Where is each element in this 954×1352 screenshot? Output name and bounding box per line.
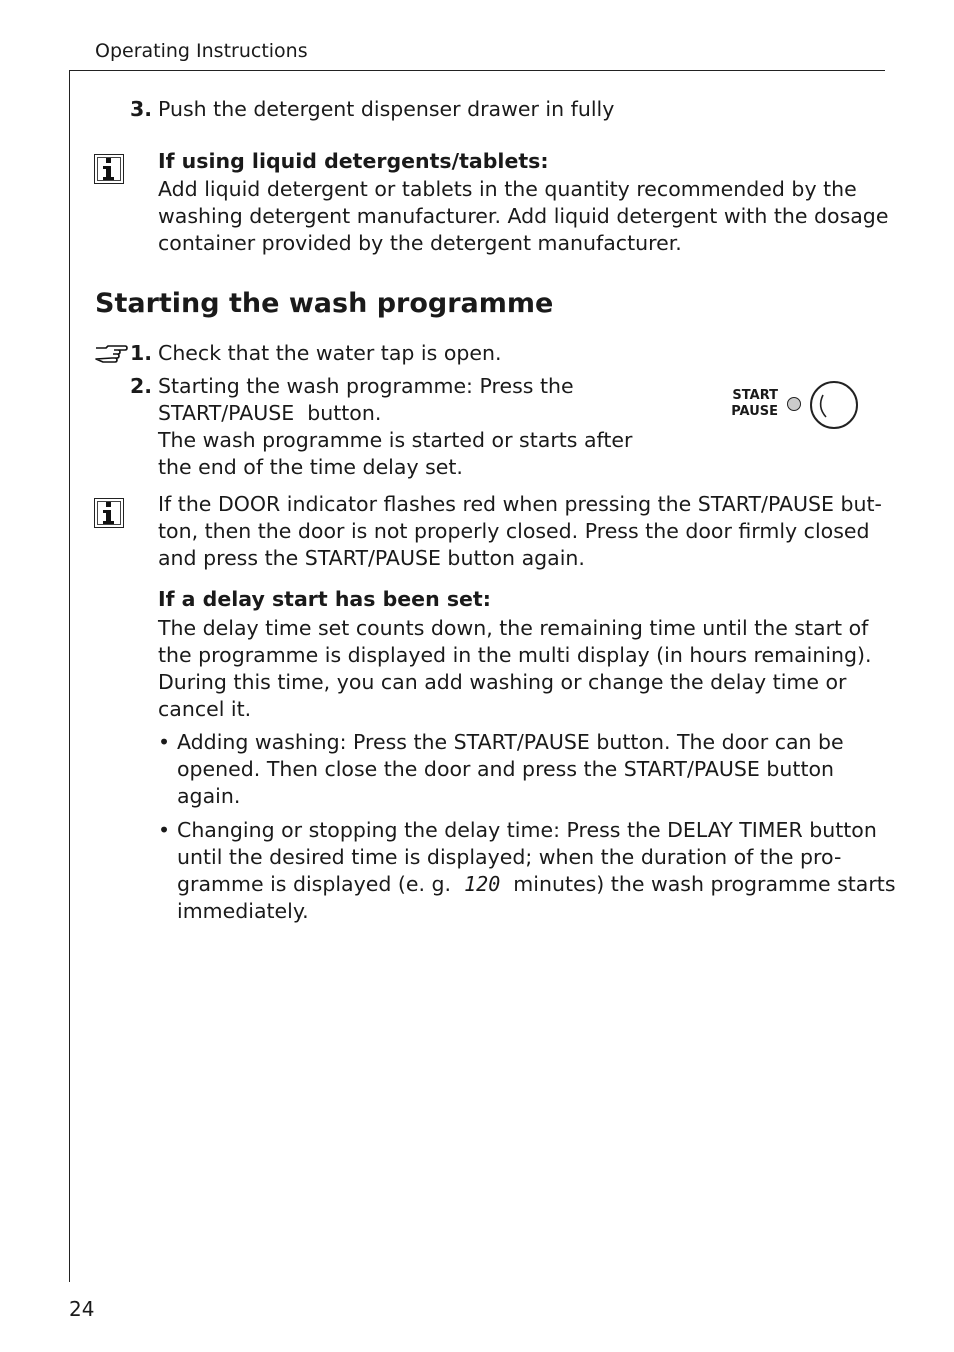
pointing-hand-icon — [94, 343, 128, 367]
bullet-line: until the desired time is displayed; when the duration of the pro- — [177, 845, 842, 869]
bullet-line: opened. Then close the door and press the START/PAUSE button — [177, 757, 835, 781]
step-number: 3. — [130, 97, 153, 121]
knob-icon — [810, 381, 858, 429]
note-line: Add liquid detergent or tablets in the quantity recommended by the — [158, 177, 857, 201]
margin-rule — [69, 70, 70, 1282]
info-icon — [94, 154, 124, 184]
note-line: ton, then the door is not properly closed. Press the door firmly closed — [158, 519, 870, 543]
start-pause-button-graphic — [720, 378, 860, 432]
step-line: The wash programme is started or starts after — [158, 428, 633, 452]
page-number: 24 — [69, 1297, 95, 1321]
bullet-line-text: minutes) the wash programme starts — [506, 872, 896, 896]
section-heading: Starting the wash programme — [95, 288, 554, 319]
bullet-line: Changing or stopping the delay time: Press the DELAY TIMER button — [177, 818, 877, 842]
delay-line: cancel it. — [158, 697, 252, 721]
bullet-line: again. — [177, 784, 241, 808]
bullet-line-text: gramme is displayed (e. g. — [177, 872, 458, 896]
delay-line: The delay time set counts down, the remaining time until the start of — [158, 616, 869, 640]
step-line: the end of the time delay set. — [158, 455, 463, 479]
note-line: If the DOOR indicator flashes red when pressing the START/PAUSE but- — [158, 492, 882, 516]
indicator-led-icon — [787, 397, 801, 411]
page-header: Operating Instructions — [95, 40, 308, 62]
note-line: washing detergent manufacturer. Add liquid detergent with the dosage — [158, 204, 889, 228]
step-line: Starting the wash programme: Press the — [158, 374, 574, 398]
note-line: and press the START/PAUSE button again. — [158, 546, 585, 570]
step-text: Push the detergent dispenser drawer in fully — [158, 97, 615, 121]
button-label-start: START — [732, 388, 778, 403]
note-title: If using liquid detergents/tablets: — [158, 149, 549, 173]
button-label-pause: PAUSE — [731, 404, 778, 419]
delay-title: If a delay start has been set: — [158, 587, 491, 611]
bullet-line — [177, 871, 896, 898]
bullet-glyph: • — [158, 818, 171, 842]
bullet-line: Adding washing: Press the START/PAUSE button. The door can be — [177, 730, 844, 754]
delay-line: During this time, you can add washing or change the delay time or — [158, 670, 847, 694]
info-icon — [94, 498, 124, 528]
step-line: START/PAUSE button. — [158, 401, 382, 425]
bullet-line: immediately. — [177, 899, 309, 923]
step-number: 2. — [130, 374, 153, 398]
header-rule — [69, 70, 885, 71]
lcd-display-value: 120 — [464, 872, 501, 896]
note-line: container provided by the detergent manufacturer. — [158, 231, 682, 255]
step-number: 1. — [130, 341, 153, 365]
bullet-glyph: • — [158, 730, 171, 754]
delay-line: the programme is displayed in the multi display (in hours remaining). — [158, 643, 872, 667]
step-text: Check that the water tap is open. — [158, 341, 502, 365]
